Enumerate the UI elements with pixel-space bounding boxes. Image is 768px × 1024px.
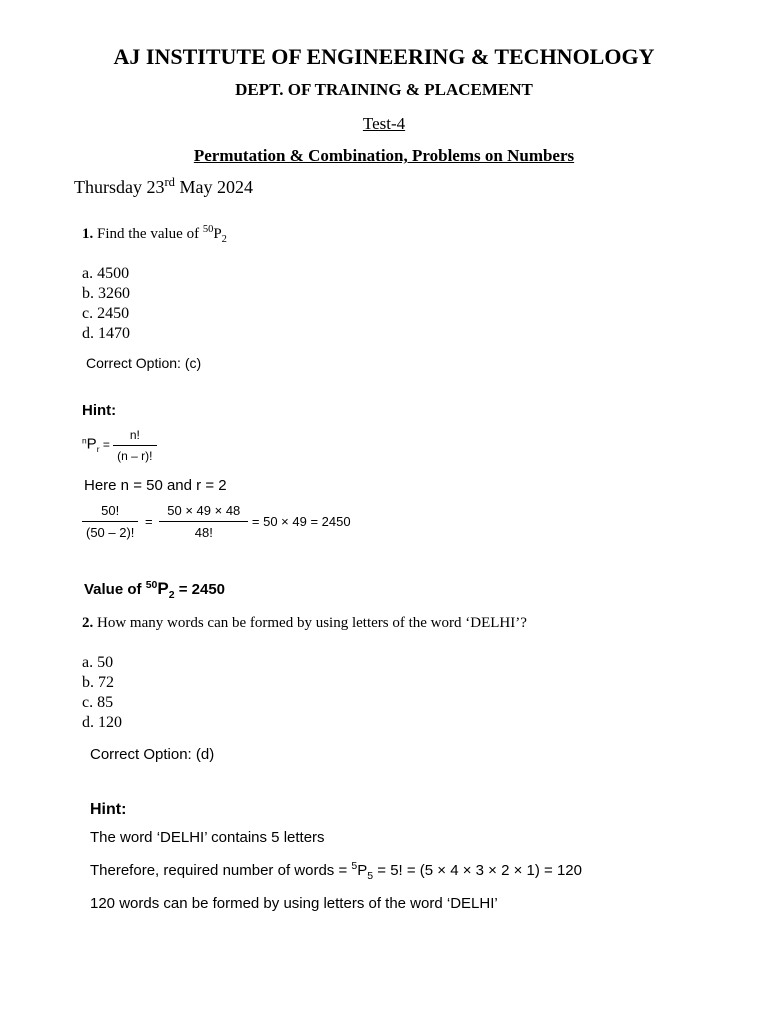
question-number: 1. (82, 226, 94, 242)
institute-title: AJ INSTITUTE OF ENGINEERING & TECHNOLOGY (113, 44, 655, 69)
option-d: d. 120 (82, 714, 122, 731)
q2-correct-option: Correct Option: (d) (90, 746, 215, 763)
q2-hint-label: Hint: (90, 801, 127, 818)
q1-hint-label: Hint: (82, 402, 117, 419)
question-number: 2. (82, 615, 94, 631)
q1-formula: $^nP_r$ = $\frac{n!}{(n - r)!}$ (82, 428, 157, 463)
option-c: c. 2450 (82, 305, 130, 322)
option-d: d. 1470 (82, 325, 130, 342)
option-a: a. 4500 (82, 265, 130, 282)
test-date: Thursday 23rd May 2024 (74, 175, 253, 197)
q2-hint-line-1: The word ‘DELHI’ contains 5 letters (90, 829, 325, 846)
q2-hint-line-2: Therefore, required number of words = $^5P_5 = 5$! = (5 × 4 × 3 × 2 × 1) = 120 (90, 860, 582, 882)
option-b: b. 3260 (82, 285, 130, 302)
q2-options (82, 653, 122, 733)
question-text: Find the value of (97, 226, 200, 242)
department-title: DEPT. OF TRAINING & PLACEMENT (235, 80, 533, 99)
q1-value-line: Value of $^{50}P_2 = 2450$ (84, 579, 226, 601)
q1-options (82, 264, 130, 344)
test-title: Test-4 (362, 114, 406, 133)
q1-correct-option: Correct Option: (c) (86, 355, 202, 371)
question-text: How many words can be formed by using letters of the word ‘DELHI’? (97, 615, 527, 631)
question-2 (82, 615, 527, 632)
q2-hint-line-3: 120 words can be formed by using letters of the word ‘DELHI’ (90, 895, 498, 912)
q1-calculation: $\frac{50!}{(50 - 2)!}$ = $\frac{50 \times 49 \times 48}{48!}$ = 50 × 49 = 2450 (82, 503, 351, 540)
option-c: c. 85 (82, 694, 114, 711)
option-a: a. 50 (82, 654, 114, 671)
option-b: b. 72 (82, 674, 114, 691)
q1-here-line: Here n = 50 and r = 2 (84, 477, 227, 494)
question-1: 1. Find the value of $^{50}P_2$ (82, 224, 227, 245)
topic-title: Permutation & Combination, Problems on Numbers (193, 146, 575, 165)
